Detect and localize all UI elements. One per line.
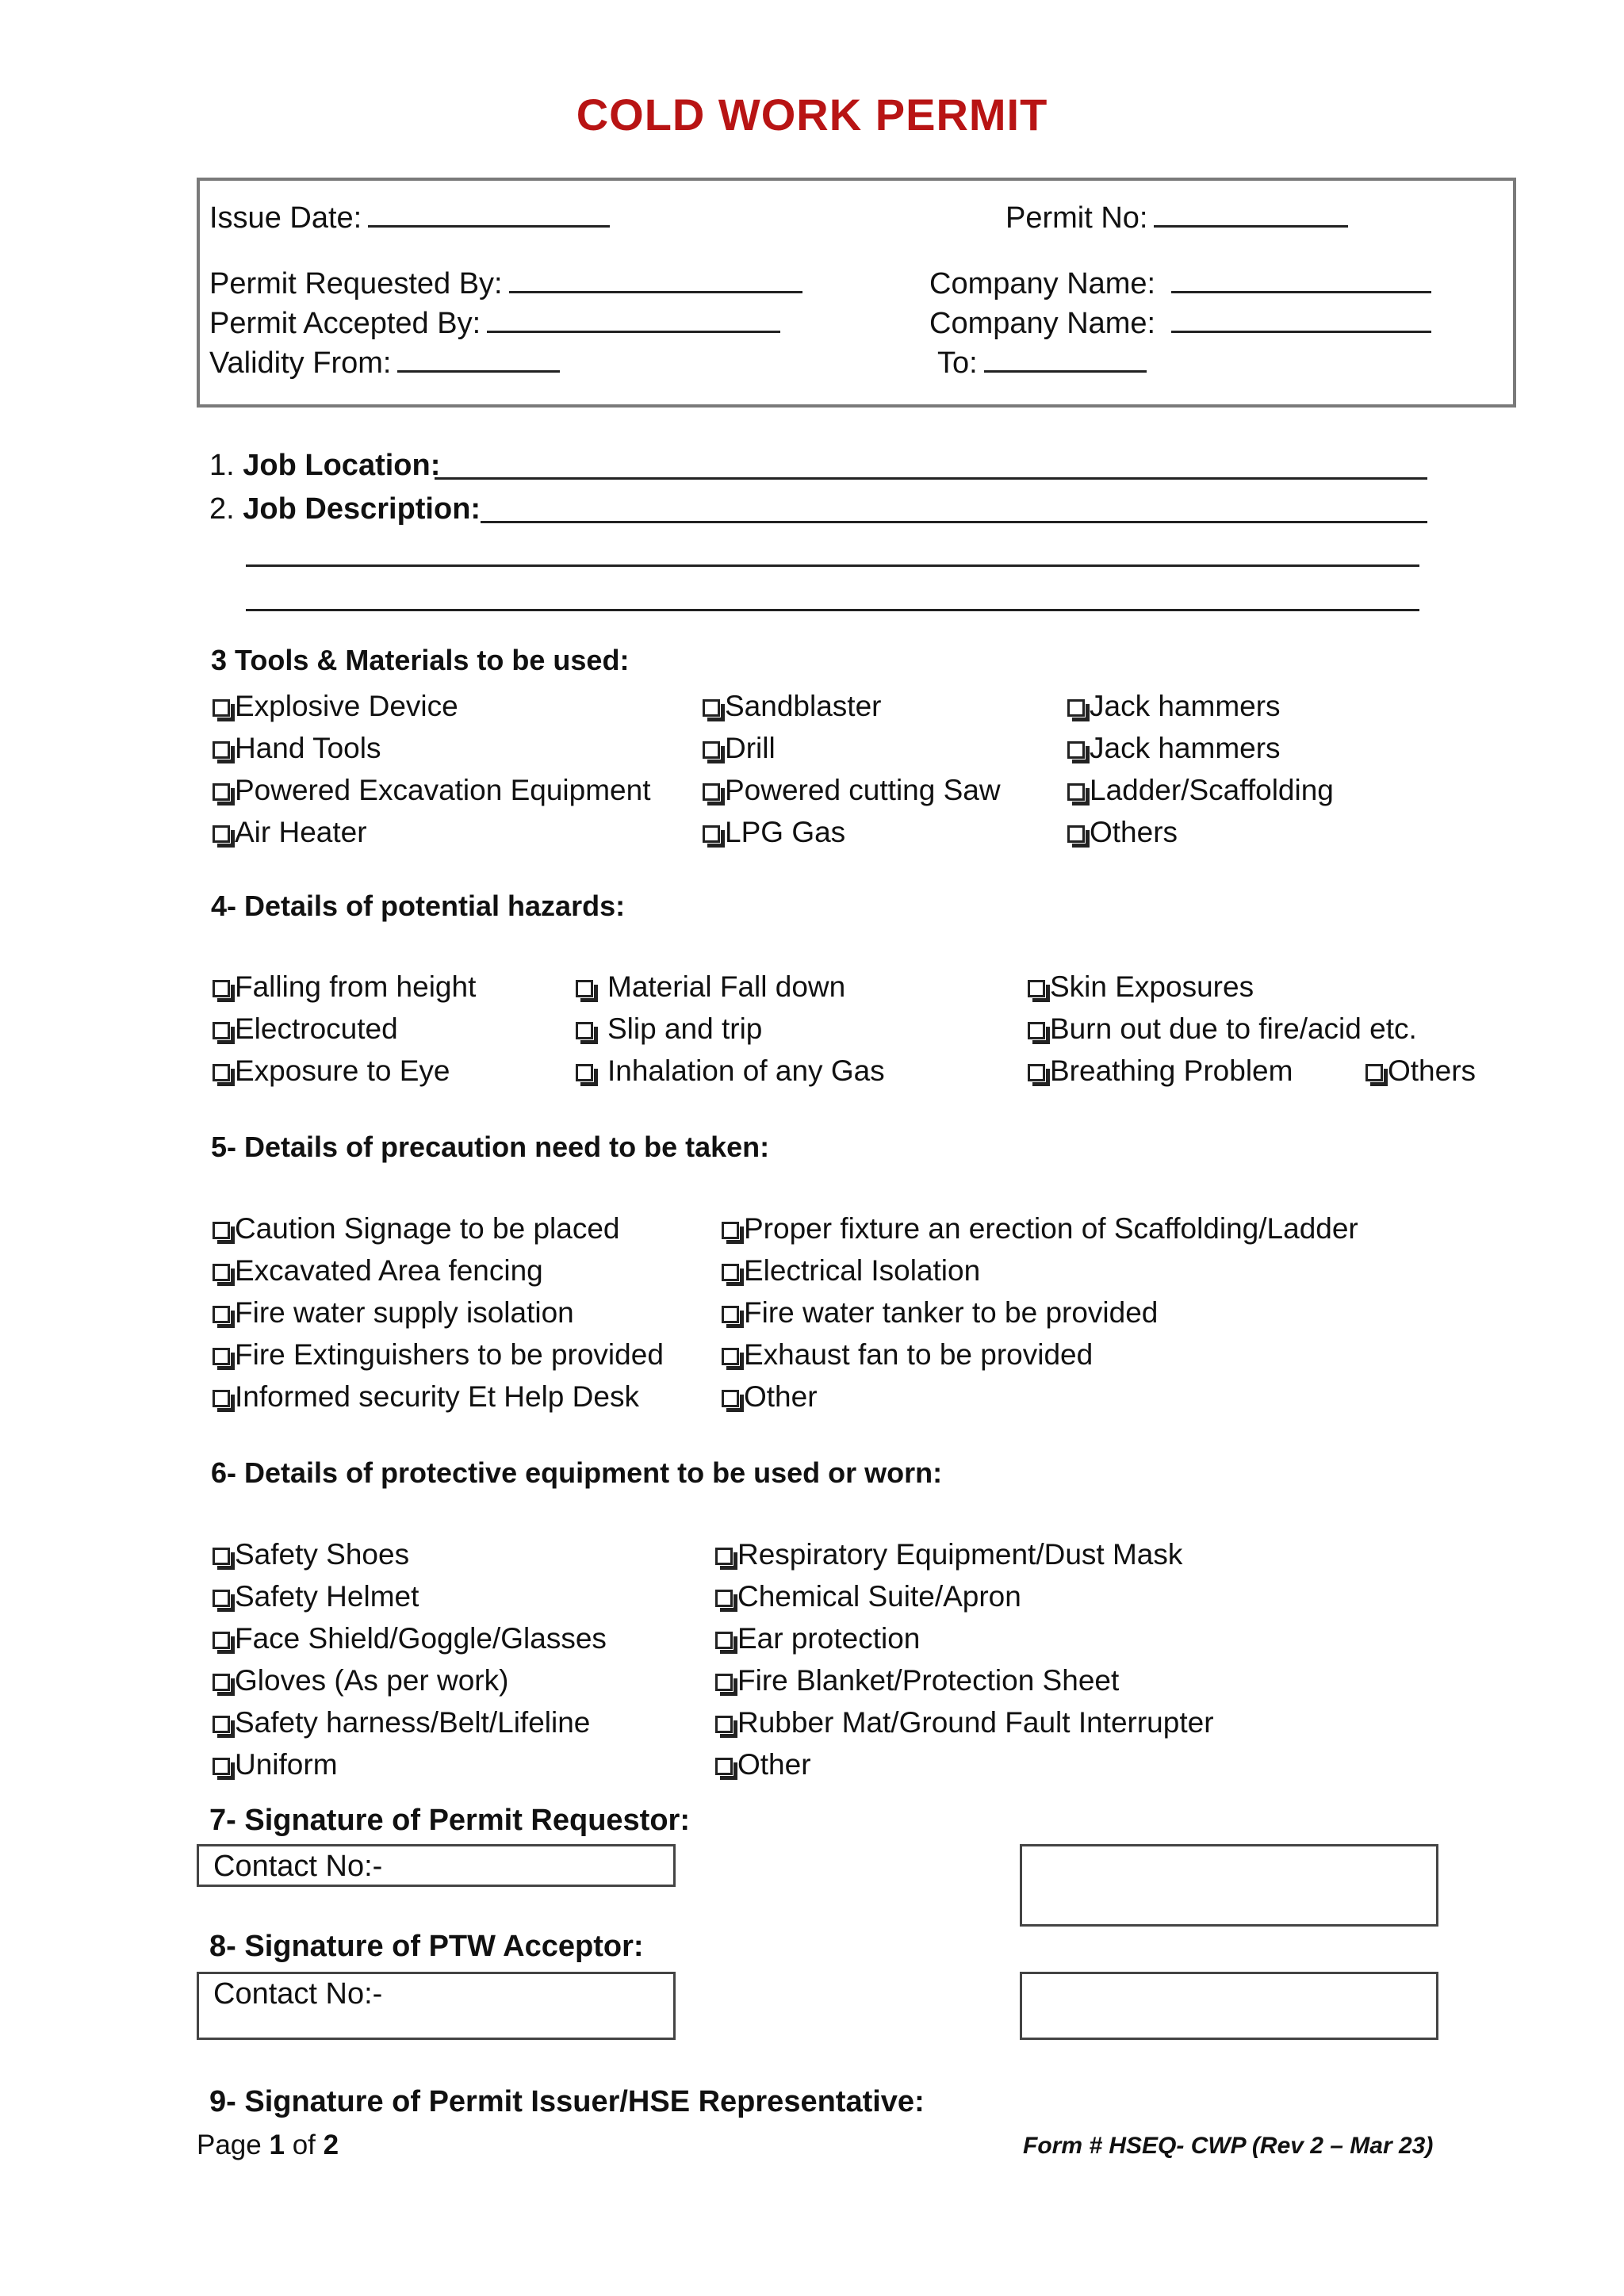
checkbox[interactable]: [213, 1306, 230, 1323]
job-description-label: Job Description:: [243, 492, 481, 526]
checkbox[interactable]: [1028, 1022, 1045, 1039]
checkbox[interactable]: [1365, 1064, 1383, 1081]
accepted-by-label: Permit Accepted By:: [209, 307, 481, 340]
tool-option[interactable]: Sandblaster: [703, 690, 881, 723]
company-name-field-2[interactable]: [1171, 304, 1431, 333]
checkbox[interactable]: [213, 699, 230, 717]
job-location-label: Job Location:: [243, 449, 441, 482]
checkbox[interactable]: [213, 980, 230, 997]
checkbox[interactable]: [1067, 825, 1085, 843]
checkbox[interactable]: [576, 1022, 593, 1039]
issue-date-row: [209, 198, 610, 235]
acceptor-signature-box[interactable]: [1020, 1972, 1438, 2040]
company-name-field-1[interactable]: [1171, 264, 1431, 293]
acceptor-signature-heading: 8- Signature of PTW Acceptor:: [209, 1930, 644, 1963]
job-location-row: [209, 449, 440, 483]
tools-heading: 3 Tools & Materials to be used:: [211, 644, 630, 676]
hazard-option[interactable]: Exposure to Eye: [213, 1054, 450, 1088]
hazard-option[interactable]: Electrocuted: [213, 1012, 398, 1046]
checkbox[interactable]: [722, 1306, 739, 1323]
ppe-option[interactable]: Ear protection: [715, 1622, 920, 1655]
requested-by-field[interactable]: [509, 264, 802, 293]
tool-option[interactable]: Powered Excavation Equipment: [213, 774, 650, 807]
precaution-option[interactable]: Informed security Et Help Desk: [213, 1380, 639, 1414]
checkbox[interactable]: [722, 1390, 739, 1407]
page-prefix: Page: [197, 2130, 262, 2160]
hazard-option[interactable]: Skin Exposures: [1028, 970, 1254, 1004]
precaution-option[interactable]: Electrical Isolation: [722, 1254, 980, 1288]
precautions-heading: 5- Details of precaution need to be taken:: [211, 1131, 770, 1163]
checkbox[interactable]: [1067, 699, 1085, 717]
hazard-option[interactable]: Breathing Problem: [1028, 1054, 1293, 1088]
requested-by-label: Permit Requested By:: [209, 267, 503, 300]
checkbox[interactable]: [722, 1222, 739, 1239]
precaution-option[interactable]: Proper fixture an erection of Scaffolding/Ladder: [722, 1212, 1358, 1246]
ppe-option[interactable]: Face Shield/Goggle/Glasses: [213, 1622, 607, 1655]
page-number: [197, 2130, 339, 2161]
issuer-signature-heading: 9- Signature of Permit Issuer/HSE Representative:: [209, 2085, 925, 2118]
checkbox[interactable]: [213, 825, 230, 843]
checkbox[interactable]: [213, 1548, 230, 1565]
checkbox[interactable]: [213, 1264, 230, 1281]
tool-option[interactable]: Hand Tools: [213, 732, 381, 765]
page-title: COLD WORK PERMIT: [576, 90, 1048, 140]
checkbox[interactable]: [213, 1390, 230, 1407]
validity-to-field[interactable]: [984, 343, 1147, 373]
precaution-option[interactable]: Fire water tanker to be provided: [722, 1296, 1158, 1330]
permit-no-label: Permit No:: [1005, 201, 1148, 235]
requested-by-row: [209, 264, 802, 301]
tool-option[interactable]: Jack hammers: [1067, 732, 1281, 765]
acceptor-contact-label: Contact No:-: [213, 1977, 383, 2011]
job-location-number: 1.: [209, 449, 235, 482]
requestor-signature-box[interactable]: [1020, 1844, 1438, 1927]
requestor-contact-label: Contact No:-: [213, 1850, 383, 1883]
precaution-option[interactable]: Excavated Area fencing: [213, 1254, 543, 1288]
checkbox[interactable]: [213, 1022, 230, 1039]
checkbox[interactable]: [715, 1758, 733, 1775]
ppe-option[interactable]: Safety Helmet: [213, 1580, 419, 1613]
ppe-option[interactable]: Chemical Suite/Apron: [715, 1580, 1021, 1613]
checkbox[interactable]: [213, 1632, 230, 1649]
company-name-label-2: Company Name:: [929, 307, 1156, 340]
ppe-option[interactable]: Other: [715, 1748, 811, 1781]
precaution-option[interactable]: Caution Signage to be placed: [213, 1212, 619, 1246]
page-of: of: [292, 2130, 316, 2160]
checkbox[interactable]: [213, 783, 230, 801]
validity-to-label: To:: [937, 346, 978, 380]
checkbox[interactable]: [703, 783, 720, 801]
accepted-by-field[interactable]: [487, 304, 780, 333]
ppe-option[interactable]: Safety harness/Belt/Lifeline: [213, 1706, 590, 1739]
hazard-option[interactable]: Burn out due to fire/acid etc.: [1028, 1012, 1417, 1046]
checkbox[interactable]: [1028, 1064, 1045, 1081]
ppe-option[interactable]: Fire Blanket/Protection Sheet: [715, 1664, 1119, 1697]
issue-date-field[interactable]: [368, 198, 610, 228]
job-description-row: [209, 492, 481, 526]
acceptor-contact-field[interactable]: [197, 1972, 676, 2040]
ppe-option[interactable]: Respiratory Equipment/Dust Mask: [715, 1538, 1182, 1571]
ppe-option[interactable]: Rubber Mat/Ground Fault Interrupter: [715, 1706, 1214, 1739]
checkbox[interactable]: [722, 1264, 739, 1281]
checkbox[interactable]: [213, 1222, 230, 1239]
company-name-label-1: Company Name:: [929, 267, 1156, 300]
hazard-option[interactable]: Falling from height: [213, 970, 476, 1004]
tool-option[interactable]: Drill: [703, 732, 776, 765]
validity-from-row: [209, 343, 560, 381]
accepted-by-row: [209, 304, 780, 341]
hazard-option[interactable]: Material Fall down: [576, 970, 845, 1004]
checkbox[interactable]: [1067, 741, 1085, 759]
job-description-line-2[interactable]: [246, 564, 1419, 567]
checkbox[interactable]: [703, 699, 720, 717]
ppe-option[interactable]: Safety Shoes: [213, 1538, 409, 1571]
checkbox[interactable]: [715, 1674, 733, 1691]
requestor-contact-field[interactable]: [197, 1844, 676, 1887]
hazard-option[interactable]: Inhalation of any Gas: [576, 1054, 885, 1088]
checkbox[interactable]: [576, 980, 593, 997]
job-location-field[interactable]: [435, 477, 1427, 480]
checkbox[interactable]: [715, 1632, 733, 1649]
hazards-heading: 4- Details of potential hazards:: [211, 890, 626, 922]
job-description-line-3[interactable]: [246, 609, 1419, 611]
ppe-option[interactable]: Uniform: [213, 1748, 338, 1781]
tool-option[interactable]: LPG Gas: [703, 816, 845, 849]
ppe-heading: 6- Details of protective equipment to be used or worn:: [211, 1456, 943, 1489]
checkbox[interactable]: [213, 1348, 230, 1365]
page-current: 1: [269, 2130, 285, 2160]
validity-to-row: [937, 343, 1147, 381]
tool-option[interactable]: Jack hammers: [1067, 690, 1281, 723]
form-code: Form # HSEQ- CWP (Rev 2 – Mar 23): [1023, 2133, 1434, 2159]
checkbox[interactable]: [213, 1590, 230, 1607]
company-name-row-1: [929, 264, 1431, 301]
hazard-option[interactable]: Others: [1365, 1054, 1476, 1088]
precaution-option[interactable]: Fire Extinguishers to be provided: [213, 1338, 664, 1372]
hazard-option[interactable]: Slip and trip: [576, 1012, 762, 1046]
checkbox[interactable]: [715, 1590, 733, 1607]
precaution-option[interactable]: Other: [722, 1380, 818, 1414]
checkbox[interactable]: [576, 1064, 593, 1081]
tool-option[interactable]: Explosive Device: [213, 690, 458, 723]
validity-from-field[interactable]: [397, 343, 560, 373]
checkbox[interactable]: [703, 741, 720, 759]
requestor-signature-heading: 7- Signature of Permit Requestor:: [209, 1804, 690, 1837]
checkbox[interactable]: [1028, 980, 1045, 997]
checkbox[interactable]: [213, 741, 230, 759]
checkbox[interactable]: [715, 1716, 733, 1733]
permit-no-field[interactable]: [1154, 198, 1348, 228]
checkbox[interactable]: [715, 1548, 733, 1565]
precaution-option[interactable]: Fire water supply isolation: [213, 1296, 574, 1330]
checkbox[interactable]: [722, 1348, 739, 1365]
job-description-field[interactable]: [481, 521, 1427, 523]
page-total: 2: [323, 2130, 339, 2160]
company-name-row-2: [929, 304, 1431, 341]
validity-from-label: Validity From:: [209, 346, 392, 380]
checkbox[interactable]: [213, 1758, 230, 1775]
job-description-number: 2.: [209, 492, 235, 526]
tool-option[interactable]: Ladder/Scaffolding: [1067, 774, 1334, 807]
checkbox[interactable]: [213, 1674, 230, 1691]
checkbox[interactable]: [1067, 783, 1085, 801]
issue-date-label: Issue Date:: [209, 201, 362, 235]
checkbox[interactable]: [213, 1064, 230, 1081]
ppe-option[interactable]: Gloves (As per work): [213, 1664, 508, 1697]
tool-option[interactable]: Powered cutting Saw: [703, 774, 1001, 807]
tool-option[interactable]: Others: [1067, 816, 1178, 849]
checkbox[interactable]: [213, 1716, 230, 1733]
permit-no-row: [1005, 198, 1348, 235]
precaution-option[interactable]: Exhaust fan to be provided: [722, 1338, 1093, 1372]
checkbox[interactable]: [703, 825, 720, 843]
tool-option[interactable]: Air Heater: [213, 816, 367, 849]
